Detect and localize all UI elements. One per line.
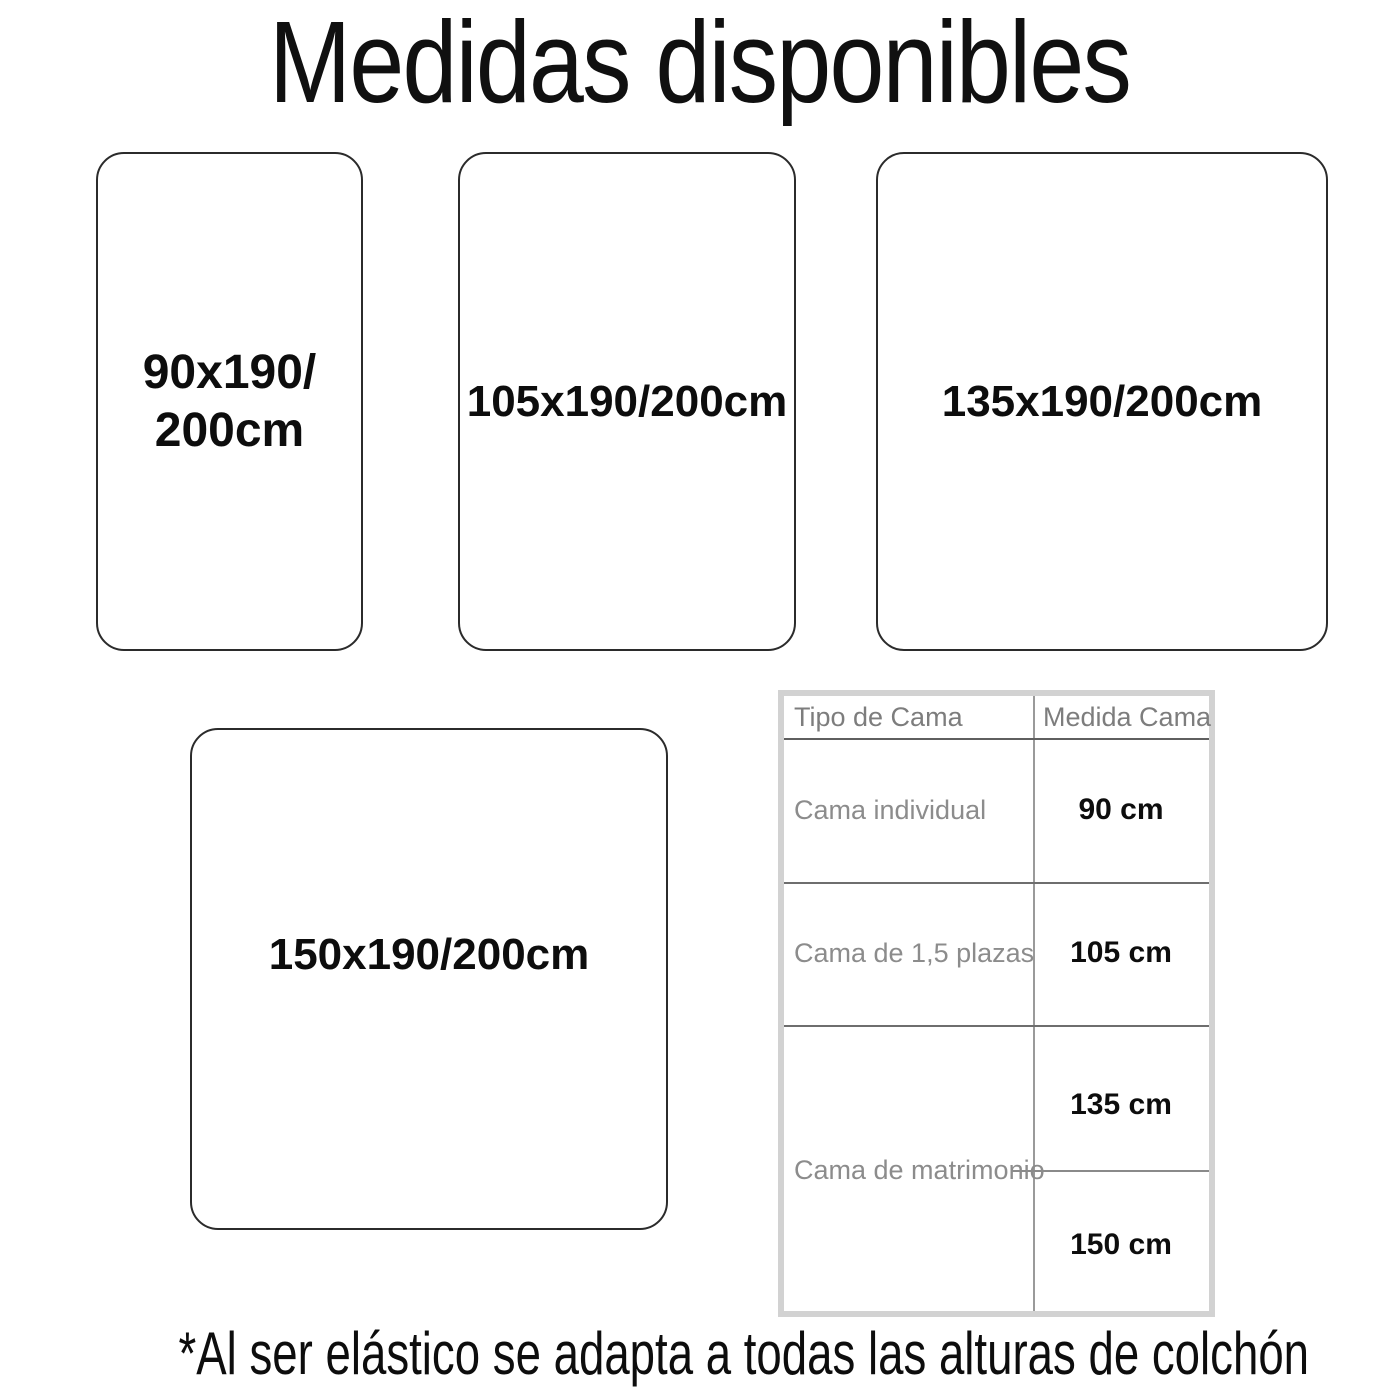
page-title — [0, 0, 1400, 127]
table-row-size: 90 cm — [1078, 793, 1164, 826]
table-row-divider — [784, 882, 1209, 884]
size-card-150x190-200cm — [190, 728, 668, 1230]
size-card-label-line2: 200cm — [154, 403, 305, 457]
size-card-90x190-200cm — [96, 152, 363, 651]
table-row-type: Cama individual — [794, 795, 987, 825]
table-header-tipo-de-cama: Tipo de Cama — [794, 702, 963, 732]
footnote — [0, 1318, 1400, 1390]
size-card-135x190-200cm — [876, 152, 1328, 651]
table-column-divider — [1033, 696, 1035, 1311]
size-card-label: 135x190/200cm — [941, 376, 1263, 426]
bed-size-table-body — [784, 696, 1212, 1311]
size-card-105x190-200cm — [458, 152, 796, 651]
footnote-text: *Al ser elástico se adapta a todas las alturas de colchón — [178, 1320, 1310, 1387]
table-header-medida-cama: Medida Cama — [1043, 702, 1212, 732]
bed-size-table — [778, 690, 1215, 1317]
size-card-label: 150x190/200cm — [268, 930, 590, 979]
table-header-divider — [784, 738, 1209, 740]
page-title-text: Medidas disponibles — [269, 0, 1131, 127]
table-row-divider — [784, 1025, 1209, 1027]
table-row-size: 105 cm — [1070, 936, 1172, 969]
table-row-type: Cama de matrimonio — [794, 1155, 1045, 1185]
table-row-type: Cama de 1,5 plazas — [794, 938, 1035, 968]
table-row-size: 150 cm — [1070, 1228, 1172, 1261]
table-row-size: 135 cm — [1070, 1088, 1172, 1121]
size-card-label-line1: 90x190/ — [142, 345, 317, 399]
size-card-label: 105x190/200cm — [466, 376, 788, 426]
size-card-label — [143, 344, 317, 460]
